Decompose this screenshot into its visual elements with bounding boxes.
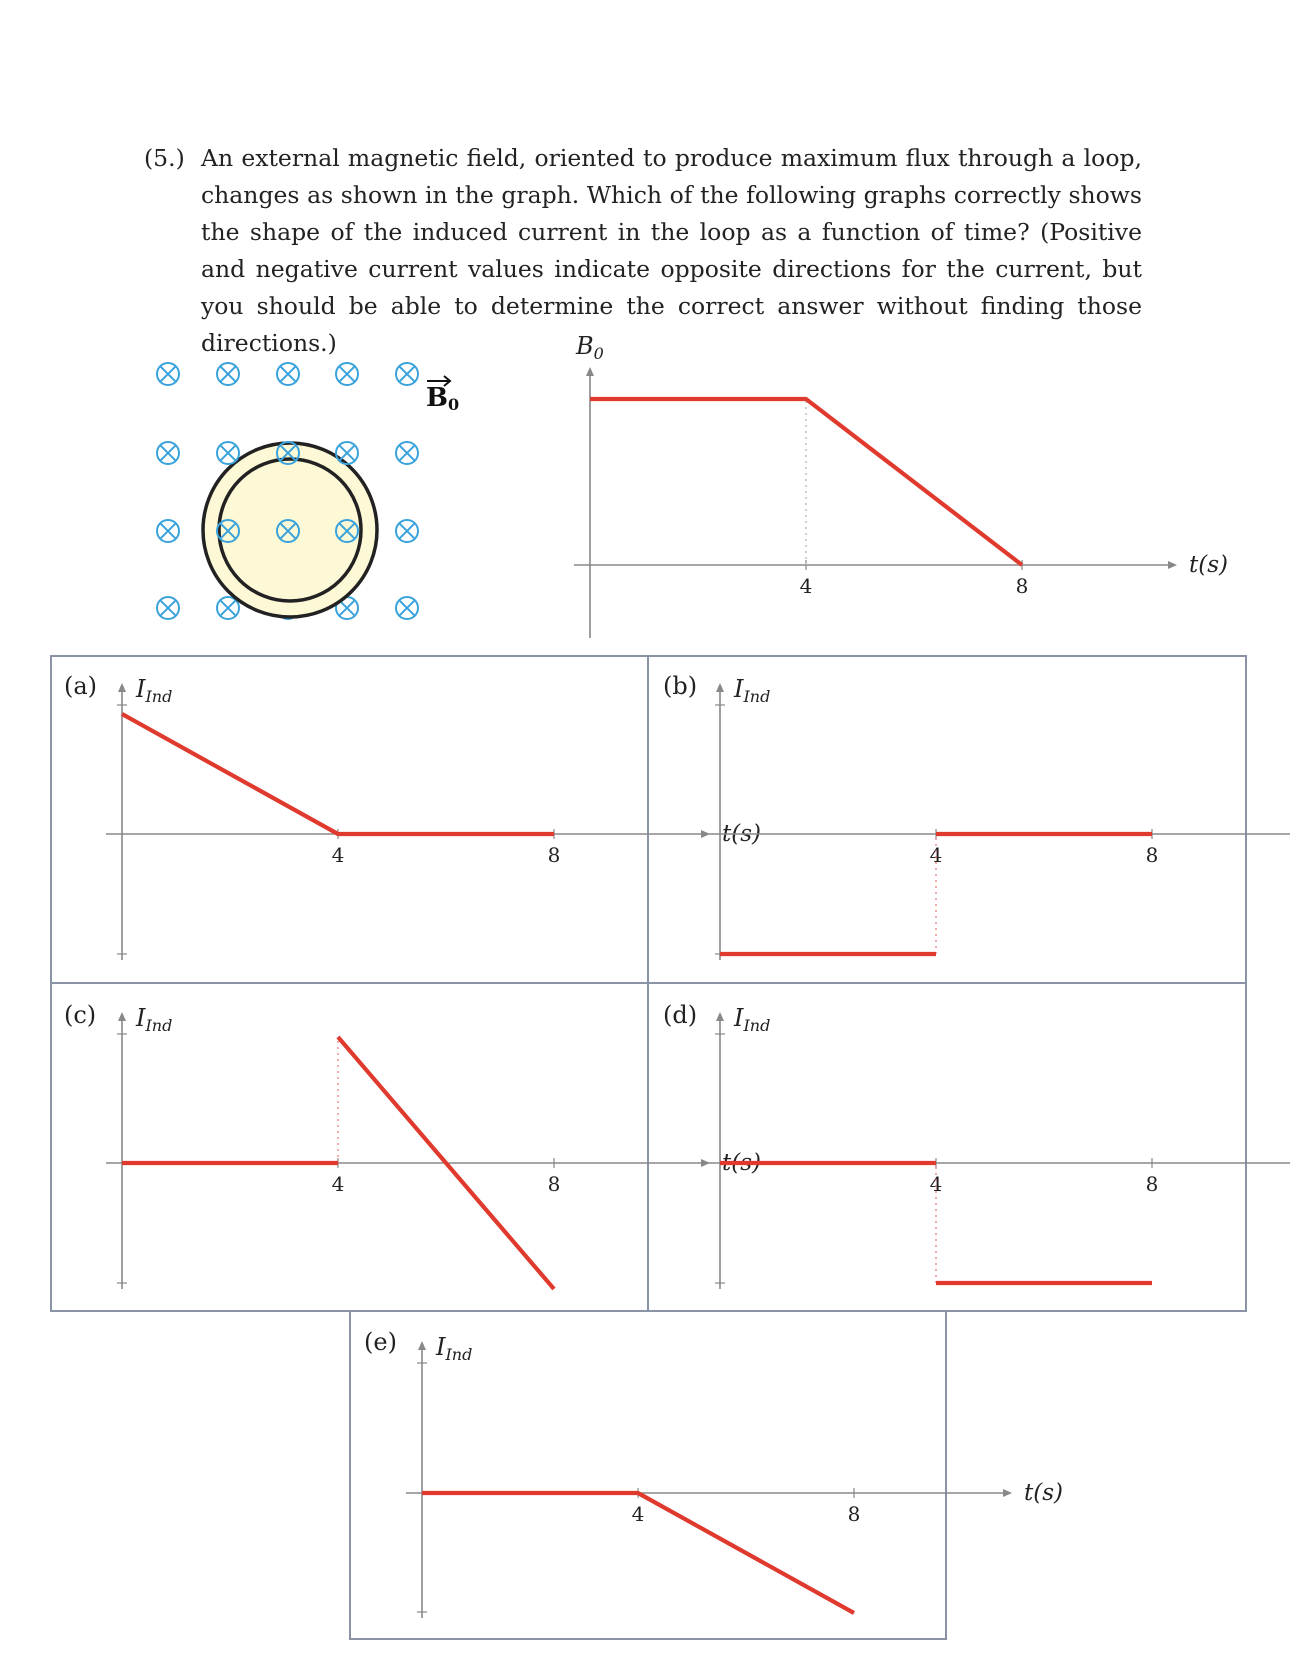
option-label-c: (c) — [64, 1001, 97, 1029]
field-into-page-icon — [217, 597, 239, 619]
field-vector-label: B0 — [426, 383, 460, 414]
x-tick-label: 8 — [847, 1502, 861, 1526]
y-axis-label: $I_{Ind}$ — [136, 1004, 173, 1035]
field-into-page-icon — [157, 597, 179, 619]
field-diagram — [157, 363, 459, 619]
x-tick-label: 4 — [929, 1172, 943, 1196]
chart-c — [106, 1004, 761, 1289]
y-axis-arrow-icon — [586, 367, 594, 376]
x-tick-label: 4 — [929, 843, 943, 867]
chart-d — [704, 1004, 1290, 1289]
x-tick-label: 4 — [631, 1502, 645, 1526]
field-into-page-icon — [157, 520, 179, 542]
field-into-page-icon — [277, 363, 299, 385]
x-axis-label: t(s) — [722, 821, 761, 847]
field-into-page-icon — [396, 520, 418, 542]
field-into-page-icon — [396, 363, 418, 385]
x-tick-label: 8 — [1145, 843, 1159, 867]
y-axis-arrow-icon — [418, 1341, 426, 1350]
option-label-e: (e) — [364, 1328, 397, 1356]
chart-b — [704, 675, 1290, 960]
field-into-page-icon — [217, 363, 239, 385]
chart-a — [106, 675, 761, 960]
y-axis-label: $I_{Ind}$ — [734, 675, 771, 706]
data-line — [122, 714, 554, 834]
y-axis-label: $I_{Ind}$ — [436, 1333, 473, 1364]
field-into-page-icon — [336, 363, 358, 385]
question-number: (5.) — [144, 144, 185, 172]
field-into-page-icon — [396, 442, 418, 464]
panel-b — [648, 656, 1246, 983]
field-into-page-icon — [157, 442, 179, 464]
field-into-page-icon — [336, 442, 358, 464]
field-into-page-icon — [157, 363, 179, 385]
panel-d — [648, 983, 1246, 1311]
x-tick-label: 8 — [1145, 1172, 1159, 1196]
y-axis-arrow-icon — [716, 683, 724, 692]
panel-c — [51, 983, 648, 1311]
y-axis-arrow-icon — [118, 1012, 126, 1021]
x-axis-label: t(s) — [722, 1150, 761, 1176]
y-axis-label: $I_{Ind}$ — [734, 1004, 771, 1035]
x-axis-label: t(s) — [1024, 1480, 1063, 1506]
x-tick-label: 8 — [547, 843, 561, 867]
option-label-b: (b) — [663, 672, 698, 700]
x-axis-arrow-icon — [1168, 561, 1177, 569]
x-tick-label: 8 — [1015, 574, 1029, 598]
x-tick-label: 4 — [331, 1172, 345, 1196]
question-text: An external magnetic field, oriented to produce maximum flux through a loop, changes as shown in the graph. Which of the following graphs correctly shows the shape of the induced current in the loop as a function of time? (Positive and negative current values indicate opposite directions for the current, but you should be able to determine the correct answer without finding those directions.) — [201, 144, 1142, 357]
x-tick-label: 4 — [799, 574, 813, 598]
option-label-d: (d) — [663, 1001, 698, 1029]
x-tick-label: 4 — [331, 843, 345, 867]
panel-a — [51, 656, 648, 983]
x-axis-label: t(s) — [1189, 552, 1228, 578]
y-axis-label: $B_0$ — [576, 332, 604, 363]
field-into-page-icon — [396, 597, 418, 619]
option-label-a: (a) — [64, 672, 98, 700]
y-axis-arrow-icon — [118, 683, 126, 692]
y-axis-label: $I_{Ind}$ — [136, 675, 173, 706]
x-axis-arrow-icon — [1003, 1489, 1012, 1497]
chart-b-field — [574, 332, 1228, 638]
chart-e — [406, 1333, 1063, 1618]
field-into-page-icon — [217, 442, 239, 464]
y-axis-arrow-icon — [716, 1012, 724, 1021]
x-tick-label: 8 — [547, 1172, 561, 1196]
